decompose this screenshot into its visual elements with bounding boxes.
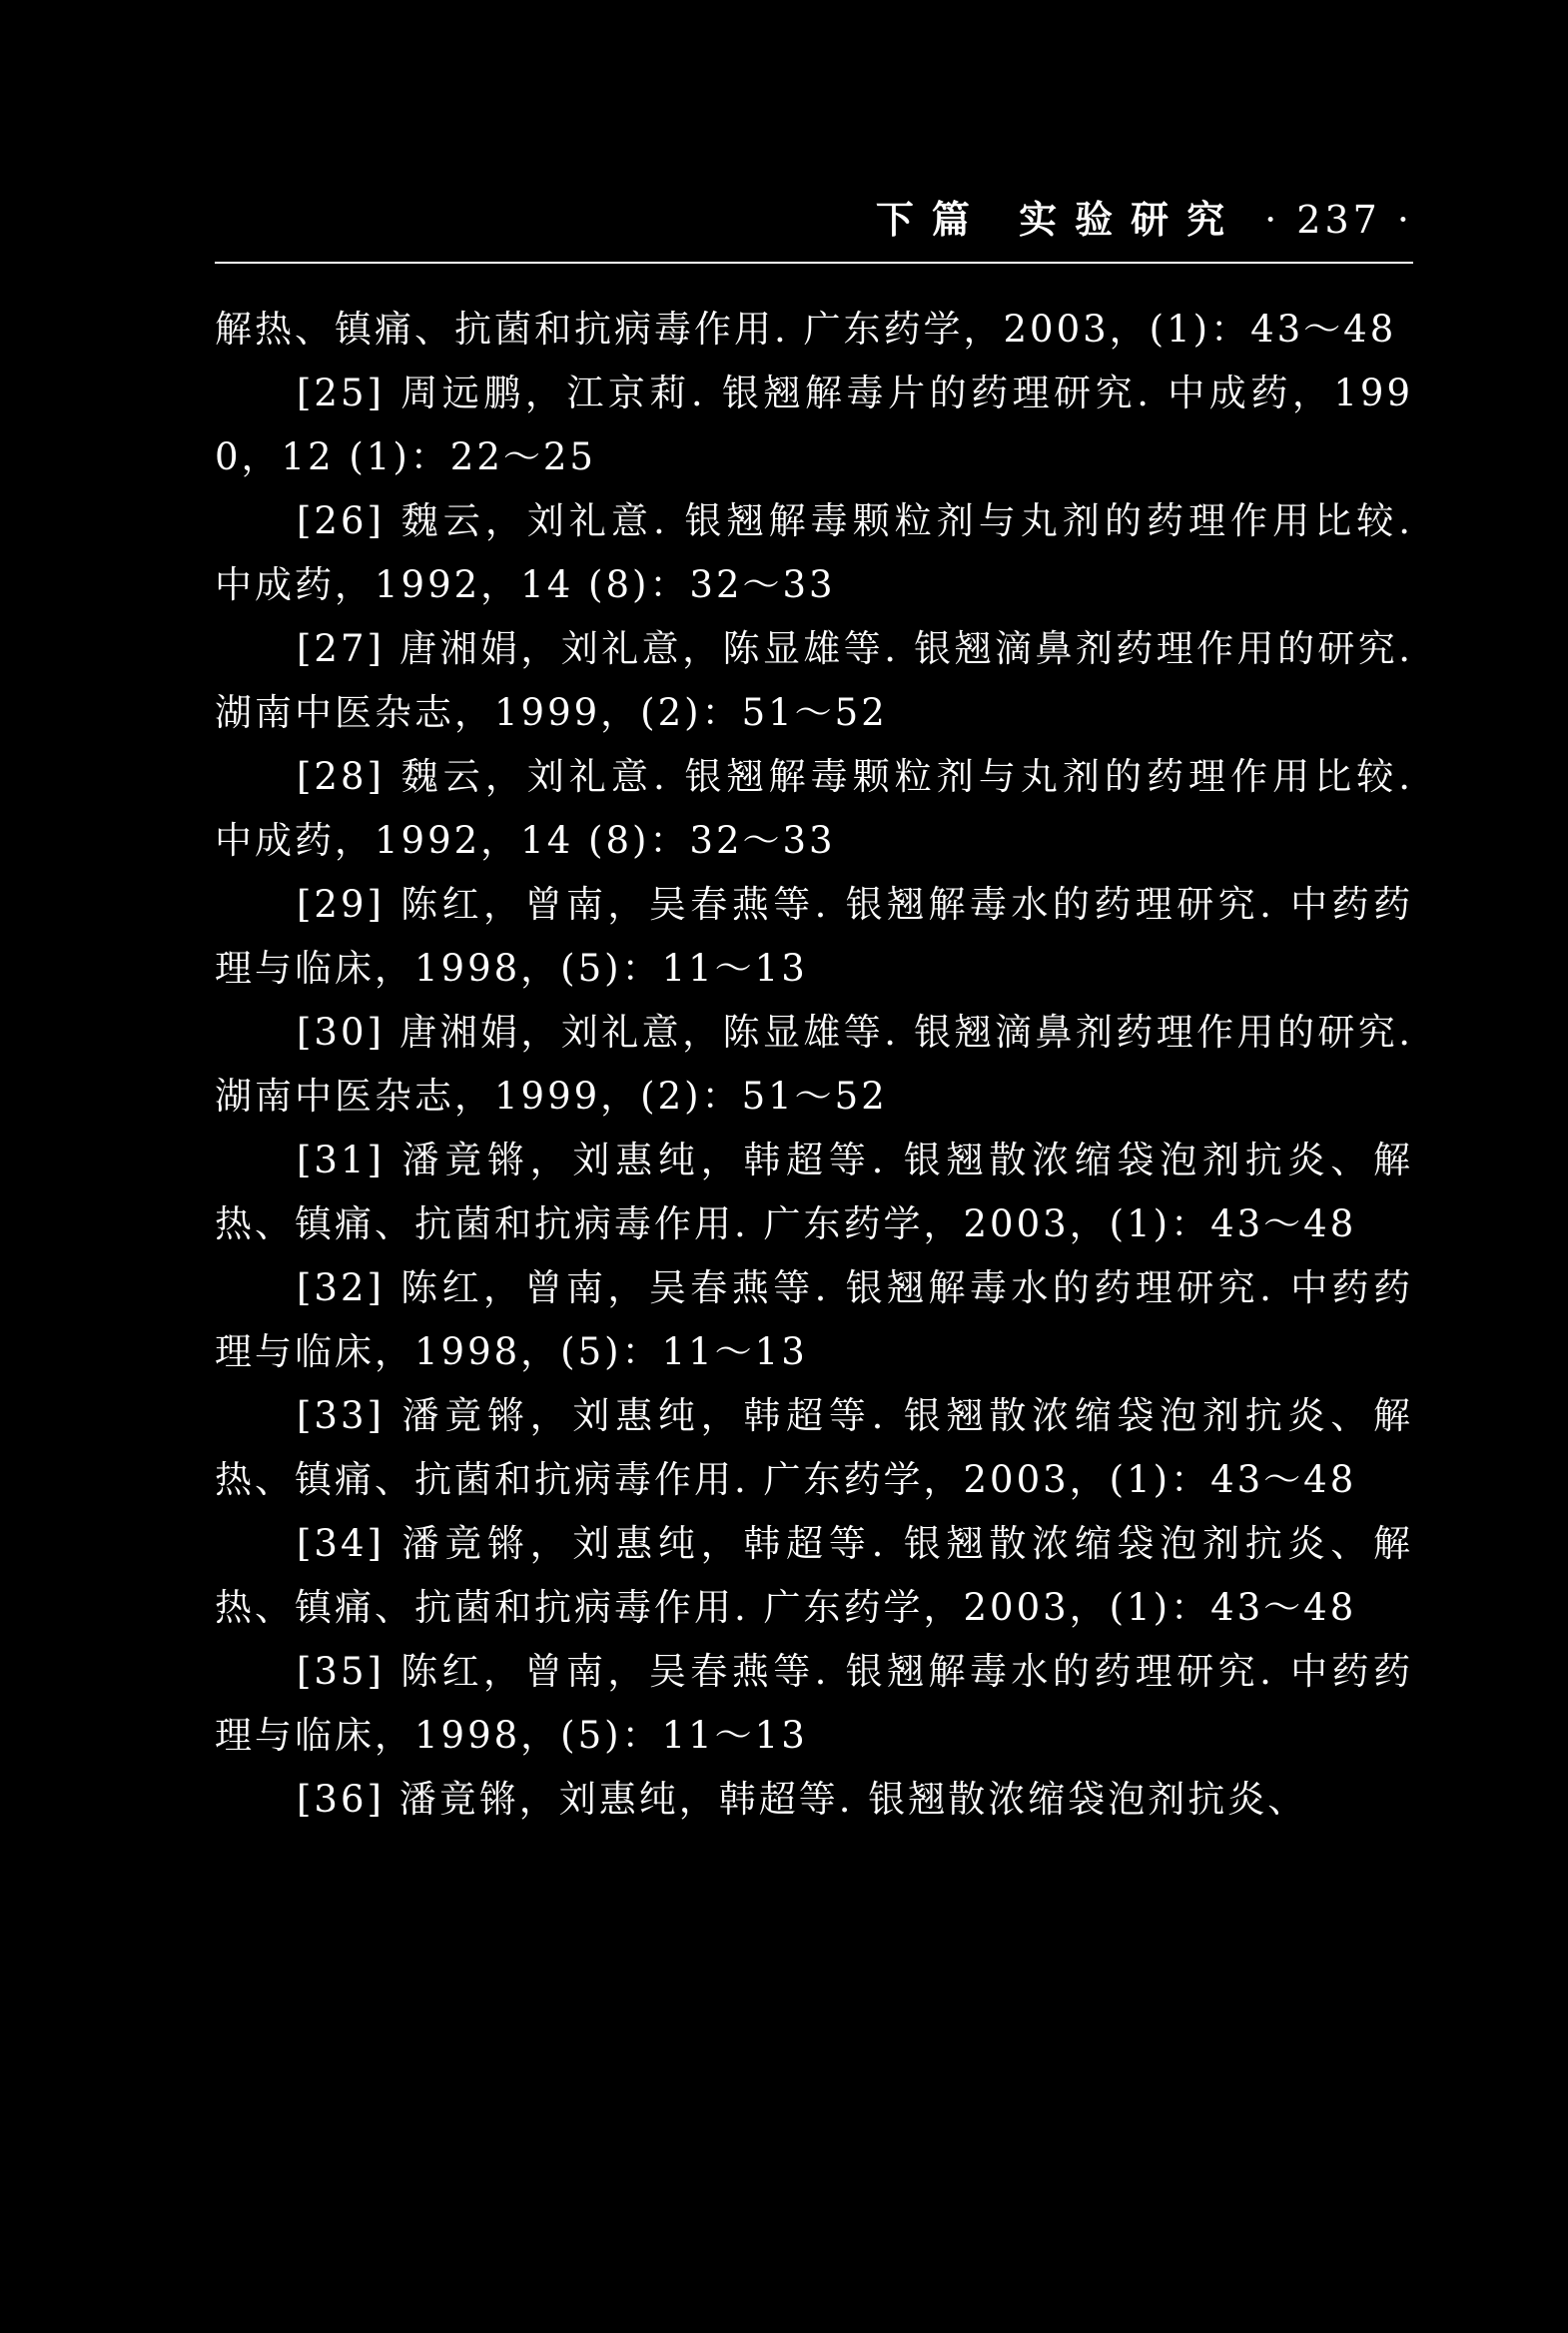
reference-item: [31] 潘竟锵，刘惠纯，韩超等. 银翘散浓缩袋泡剂抗炎、解热、镇痛、抗菌和抗病毒作用. 广东药学，2003，(1)：43～48 — [215, 1139, 1413, 1245]
reference-item: [33] 潘竟锵，刘惠纯，韩超等. 银翘散浓缩袋泡剂抗炎、解热、镇痛、抗菌和抗病毒作用. 广东药学，2003，(1)：43～48 — [215, 1394, 1413, 1501]
reference-item: [29] 陈红，曾南，吴春燕等. 银翘解毒水的药理研究. 中药药理与临床，1998，(5)：11～13 — [215, 883, 1413, 990]
page-number: · 237 · — [1264, 198, 1413, 242]
reference-list — [215, 298, 1413, 1832]
running-header — [215, 190, 1413, 250]
reference-item: [25] 周远鹏，江京莉. 银翘解毒片的药理研究. 中成药，1990，12 (1)：22～25 — [215, 372, 1413, 478]
reference-item: [35] 陈红，曾南，吴春燕等. 银翘解毒水的药理研究. 中药药理与临床，1998，(5)：11～13 — [215, 1650, 1413, 1757]
reference-item: [26] 魏云，刘礼意. 银翘解毒颗粒剂与丸剂的药理作用比较. 中成药，1992，14 (8)：32～33 — [215, 499, 1413, 606]
reference-item: [36] 潘竟锵，刘惠纯，韩超等. 银翘散浓缩袋泡剂抗炎、 — [297, 1778, 1308, 1821]
reference-item: [28] 魏云，刘礼意. 银翘解毒颗粒剂与丸剂的药理作用比较. 中成药，1992，14 (8)：32～33 — [215, 755, 1413, 862]
reference-item: [30] 唐湘娟，刘礼意，陈显雄等. 银翘滴鼻剂药理作用的研究. 湖南中医杂志，1999，(2)：51～52 — [215, 1011, 1413, 1118]
reference-item: [27] 唐湘娟，刘礼意，陈显雄等. 银翘滴鼻剂药理作用的研究. 湖南中医杂志，1999，(2)：51～52 — [215, 627, 1413, 734]
reference-item: [32] 陈红，曾南，吴春燕等. 银翘解毒水的药理研究. 中药药理与临床，1998，(5)：11～13 — [215, 1266, 1413, 1373]
reference-continuation: 解热、镇痛、抗菌和抗病毒作用. 广东药学，2003，(1)：43～48 — [215, 308, 1397, 351]
reference-item: [34] 潘竟锵，刘惠纯，韩超等. 银翘散浓缩袋泡剂抗炎、解热、镇痛、抗菌和抗病毒作用. 广东药学，2003，(1)：43～48 — [215, 1522, 1413, 1629]
section-title: 下篇 实验研究 — [875, 197, 1243, 242]
header-divider — [215, 262, 1413, 264]
